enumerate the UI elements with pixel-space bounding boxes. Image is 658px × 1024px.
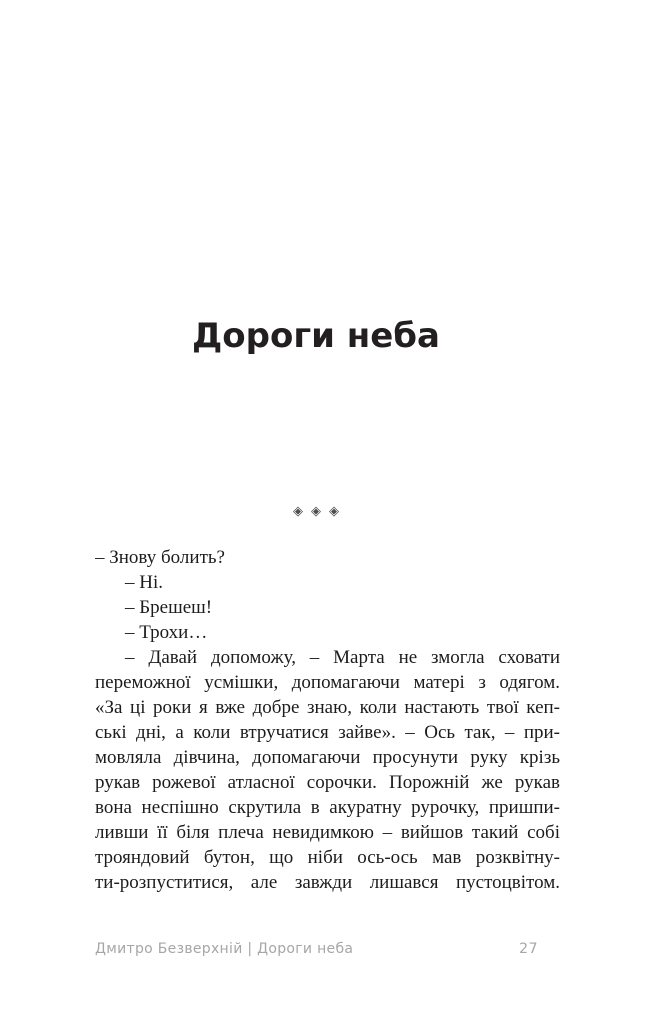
body-line: – Брешеш! [125,597,213,618]
body-line: ливши її біля плеча невидимкою – вийшов такий собі [95,822,560,843]
diamond-icon: ◈ [329,504,339,519]
body-line: – Знову болить? [95,547,225,568]
body-line: рукав рожевої атласної сорочки. Порожній же рукав [95,772,560,793]
body-line: вона неспішно скрутила в акуратну рурочку, пришпи- [95,797,560,818]
body-line: ські дні, а коли втручатися зайве». – Ось так, – при- [95,722,560,743]
section-break-ornament [95,503,537,521]
body-line: – Давай допоможу, – Марта не змогла сховати [125,647,560,668]
body-line: трояндовий бутон, що ніби ось-ось мав розквітну- [95,847,560,868]
page-number: 27 [519,941,538,957]
diamond-icon: ◈ [311,504,321,519]
body-line: мовляла дівчина, допомагаючи просунути руку крізь [95,747,560,768]
page-footer [95,940,538,958]
body-line: переможної усмішки, допомагаючи матері з одягом. [95,672,560,693]
body-line: – Трохи… [125,622,208,643]
body-text [95,545,560,895]
body-line: – Ні. [125,572,163,593]
diamond-icon: ◈ [293,504,303,519]
running-title: Дмитро Безверхній | Дороги неба [95,941,354,957]
chapter-title: Дороги неба [192,316,440,356]
body-line: ти-розпуститися, але завжди лишався пустоцвітом. [95,872,560,893]
body-line: «За ці роки я вже добре знаю, коли настають твої кеп- [95,697,560,718]
